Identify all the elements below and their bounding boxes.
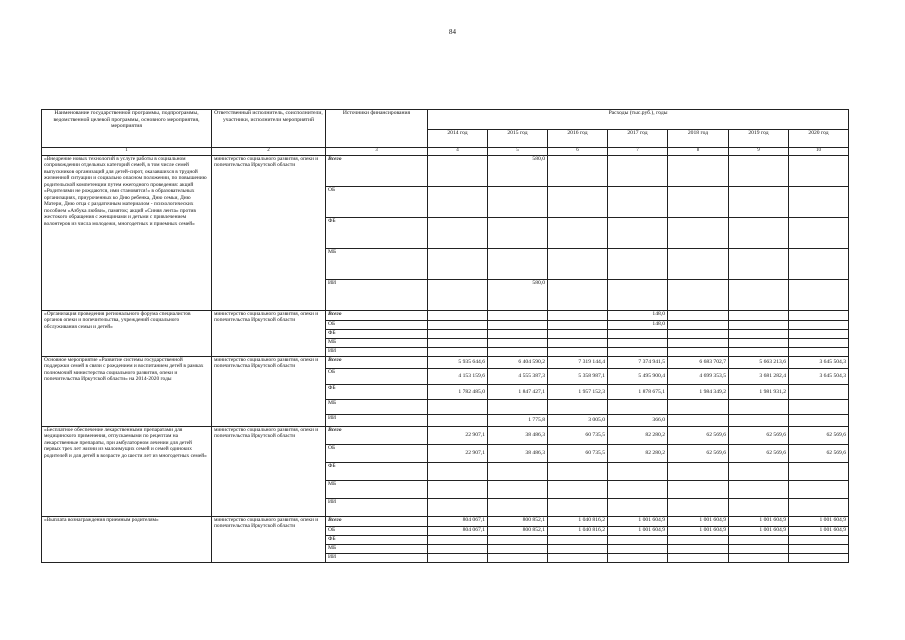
expense-value: 1 001 604,9 xyxy=(668,527,729,536)
expense-value: 1 775,8 xyxy=(488,415,548,427)
column-number: 3 xyxy=(326,148,428,156)
table-row xyxy=(42,311,849,321)
funding-source: ФБ xyxy=(326,463,428,481)
expense-value xyxy=(548,156,608,187)
funding-source: МБ xyxy=(326,339,428,348)
funding-source: МБ xyxy=(326,545,428,554)
expense-value: 6 404 590,2 xyxy=(488,357,548,369)
expense-value xyxy=(668,218,729,249)
expense-value xyxy=(729,249,789,280)
expense-value xyxy=(548,218,608,249)
expense-value xyxy=(608,339,668,348)
expense-value xyxy=(789,330,849,339)
expense-value: 4 153 159,6 xyxy=(428,369,488,385)
expense-value: 1 984 349,2 xyxy=(668,385,729,400)
header-year: 2014 год xyxy=(428,130,488,148)
expense-value xyxy=(548,481,608,499)
expense-value xyxy=(548,280,608,311)
expense-value xyxy=(428,554,488,563)
expense-value: 3 005,0 xyxy=(548,415,608,427)
expense-value: 1 001 604,9 xyxy=(608,527,668,536)
expense-value xyxy=(488,400,548,415)
expense-value xyxy=(668,554,729,563)
expense-value: 38 486,3 xyxy=(488,445,548,463)
column-number: 4 xyxy=(428,148,488,156)
funding-source: ФБ xyxy=(326,385,428,400)
expense-value xyxy=(488,463,548,481)
measure-name: «Бесплатное обеспечение лекарственными препаратами для медицинского применения, отпускаемыми по рецептам на лекарственные препараты, при амбулаторном лечении для детей первых трех лет жизни из малоимущих семей и семей одиноких родителей и для детей в возрасте до шести лет из многодетных семей» xyxy=(42,427,212,517)
expense-value xyxy=(789,280,849,311)
funding-source: МБ xyxy=(326,481,428,499)
funding-source: ФБ xyxy=(326,330,428,339)
header-year: 2015 год xyxy=(488,130,548,148)
header-year: 2019 год xyxy=(729,130,789,148)
expense-value xyxy=(729,348,789,357)
expense-value: 62 569,6 xyxy=(668,445,729,463)
column-number: 10 xyxy=(789,148,849,156)
responsible-executor: министерство социального развития, опеки и попечительства Иркутской области xyxy=(212,517,326,563)
funding-source: ОБ xyxy=(326,369,428,385)
expense-value xyxy=(548,536,608,545)
expense-value: 82 280,2 xyxy=(608,427,668,445)
expense-value xyxy=(488,554,548,563)
expense-value xyxy=(488,545,548,554)
funding-source: Всего xyxy=(326,156,428,187)
expense-value: 7 319 144,4 xyxy=(548,357,608,369)
expense-value xyxy=(608,218,668,249)
expense-value xyxy=(729,156,789,187)
expense-value xyxy=(789,187,849,218)
header-year: 2016 год xyxy=(548,130,608,148)
expense-value xyxy=(668,187,729,218)
expense-value: 3 681 282,4 xyxy=(729,369,789,385)
expense-value: 1 001 604,9 xyxy=(729,527,789,536)
table-row xyxy=(42,427,849,445)
expense-value xyxy=(608,463,668,481)
expense-value: 800 852,1 xyxy=(488,517,548,527)
expense-value xyxy=(488,536,548,545)
funding-source: ИИ xyxy=(326,280,428,311)
budget-table xyxy=(41,109,849,563)
expense-value xyxy=(428,536,488,545)
expense-value xyxy=(428,187,488,218)
expense-value xyxy=(608,156,668,187)
expense-value xyxy=(668,348,729,357)
funding-source: ИИ xyxy=(326,348,428,357)
funding-source: ИИ xyxy=(326,499,428,517)
expense-value xyxy=(548,339,608,348)
expense-value: 1 001 604,9 xyxy=(668,517,729,527)
expense-value: 148,0 xyxy=(608,311,668,321)
expense-value xyxy=(608,249,668,280)
expense-value: 4 555 387,3 xyxy=(488,369,548,385)
funding-source: Всего xyxy=(326,357,428,369)
expense-value: 22 907,1 xyxy=(428,445,488,463)
expense-value xyxy=(668,249,729,280)
expense-value xyxy=(428,415,488,427)
measure-name: Основное мероприятие «Развитие системы государственной поддержки семей в связи с рождением и воспитанием детей в рамках полномочий министерства социального развития, опеки и попечительства Иркутской области» на 2014-2020 годы xyxy=(42,357,212,427)
expense-value: 6 683 702,7 xyxy=(668,357,729,369)
funding-source: ОБ xyxy=(326,445,428,463)
expense-value xyxy=(789,415,849,427)
table-row xyxy=(42,156,849,187)
expense-value: 5 358 987,1 xyxy=(548,369,608,385)
responsible-executor: министерство социального развития, опеки и попечительства Иркутской области xyxy=(212,311,326,357)
expense-value xyxy=(789,385,849,400)
expense-value xyxy=(608,499,668,517)
expense-value xyxy=(608,348,668,357)
expense-value xyxy=(789,311,849,321)
funding-source: Всего xyxy=(326,427,428,445)
column-number: 7 xyxy=(608,148,668,156)
expense-value: 22 907,1 xyxy=(428,427,488,445)
expense-value xyxy=(668,400,729,415)
column-number: 8 xyxy=(668,148,729,156)
expense-value xyxy=(548,400,608,415)
column-number: 1 xyxy=(42,148,212,156)
expense-value xyxy=(428,280,488,311)
expense-value: 3 645 504,3 xyxy=(789,357,849,369)
funding-source: ФБ xyxy=(326,218,428,249)
header-program-name: Наименование государственной программы, подпрограммы, ведомственной целевой программы, основного мероприятия, мероприятия xyxy=(42,110,212,148)
expense-value xyxy=(428,218,488,249)
expense-value xyxy=(729,187,789,218)
expense-value: 148,0 xyxy=(608,321,668,330)
expense-value xyxy=(729,330,789,339)
measure-name: «Организация проведения регионального форума специалистов органов опеки и попечительства, учреждений социального обслуживания семьи и детей» xyxy=(42,311,212,357)
expense-value xyxy=(488,481,548,499)
page-number: 84 xyxy=(449,28,456,36)
expense-value xyxy=(729,554,789,563)
expense-value xyxy=(789,321,849,330)
expense-value: 1 878 675,1 xyxy=(608,385,668,400)
table-row xyxy=(42,517,849,527)
expense-value xyxy=(548,499,608,517)
header-sources: Источники финансирования xyxy=(326,110,428,148)
expense-value xyxy=(488,187,548,218)
expense-value xyxy=(608,536,668,545)
expense-value xyxy=(729,400,789,415)
expense-value xyxy=(668,156,729,187)
expense-value: 60 735,5 xyxy=(548,445,608,463)
expense-value xyxy=(729,481,789,499)
expense-value: 82 280,2 xyxy=(608,445,668,463)
expense-value xyxy=(428,249,488,280)
expense-value: 62 569,6 xyxy=(668,427,729,445)
expense-value xyxy=(789,481,849,499)
expense-value: 5 495 900,4 xyxy=(608,369,668,385)
expense-value xyxy=(548,321,608,330)
expense-value xyxy=(488,311,548,321)
expense-value xyxy=(548,311,608,321)
expense-value xyxy=(729,536,789,545)
expense-value: 804 067,1 xyxy=(428,527,488,536)
funding-source: Всего xyxy=(326,517,428,527)
responsible-executor: министерство социального развития, опеки и попечительства Иркутской области xyxy=(212,427,326,517)
column-number: 5 xyxy=(488,148,548,156)
expense-value xyxy=(428,481,488,499)
expense-value xyxy=(789,218,849,249)
expense-value xyxy=(668,415,729,427)
expense-value: 1 001 604,9 xyxy=(789,527,849,536)
expense-value xyxy=(789,339,849,348)
expense-value: 62 569,6 xyxy=(789,445,849,463)
expense-value: 5 935 644,6 xyxy=(428,357,488,369)
expense-value xyxy=(668,481,729,499)
expense-value: 5 663 213,6 xyxy=(729,357,789,369)
funding-source: ИИ xyxy=(326,554,428,563)
expense-value: 1 847 427,1 xyxy=(488,385,548,400)
header-year: 2020 год xyxy=(789,130,849,148)
expense-value xyxy=(428,348,488,357)
expense-value xyxy=(729,545,789,554)
expense-value xyxy=(608,280,668,311)
expense-value xyxy=(428,339,488,348)
expense-value xyxy=(789,348,849,357)
expense-value xyxy=(729,311,789,321)
funding-source: МБ xyxy=(326,400,428,415)
expense-value: 62 569,6 xyxy=(729,427,789,445)
expense-value xyxy=(548,545,608,554)
expense-value xyxy=(608,481,668,499)
header-expenses: Расходы (тыс.руб.), годы xyxy=(428,110,849,130)
expense-value xyxy=(608,330,668,339)
expense-value xyxy=(668,330,729,339)
column-number: 6 xyxy=(548,148,608,156)
expense-value xyxy=(488,218,548,249)
expense-value xyxy=(608,545,668,554)
expense-value xyxy=(789,463,849,481)
expense-value xyxy=(789,536,849,545)
expense-value xyxy=(729,280,789,311)
expense-value: 60 735,5 xyxy=(548,427,608,445)
expense-value xyxy=(428,330,488,339)
expense-value xyxy=(548,348,608,357)
expense-value: 1 782 485,0 xyxy=(428,385,488,400)
expense-value xyxy=(668,339,729,348)
expense-value xyxy=(428,400,488,415)
expense-value xyxy=(668,499,729,517)
expense-value: 580,0 xyxy=(488,280,548,311)
expense-value: 1 040 816,2 xyxy=(548,517,608,527)
expense-value xyxy=(608,187,668,218)
expense-value: 1 001 604,9 xyxy=(608,517,668,527)
expense-value xyxy=(488,330,548,339)
funding-source: ОБ xyxy=(326,187,428,218)
expense-value xyxy=(789,156,849,187)
expense-value xyxy=(488,348,548,357)
header-year: 2018 год xyxy=(668,130,729,148)
expense-value xyxy=(428,463,488,481)
expense-value: 62 569,6 xyxy=(789,427,849,445)
expense-value xyxy=(488,339,548,348)
expense-value xyxy=(789,400,849,415)
expense-value xyxy=(729,321,789,330)
expense-value xyxy=(488,499,548,517)
expense-value xyxy=(729,415,789,427)
funding-source: ОБ xyxy=(326,321,428,330)
expense-value xyxy=(729,499,789,517)
table-row xyxy=(42,357,849,369)
expense-value xyxy=(668,280,729,311)
expense-value: 4 699 353,5 xyxy=(668,369,729,385)
responsible-executor: министерство социального развития, опеки и попечительства Иркутской области xyxy=(212,357,326,427)
expense-value xyxy=(608,554,668,563)
expense-value: 580,0 xyxy=(488,156,548,187)
header-responsible: Ответственный исполнитель, соисполнители, участники, исполнители мероприятий xyxy=(212,110,326,148)
responsible-executor: министерство социального развития, опеки и попечительства Иркутской области xyxy=(212,156,326,311)
expense-value xyxy=(789,554,849,563)
measure-name: «Выплата вознаграждения приемным родителям» xyxy=(42,517,212,563)
expense-value xyxy=(488,249,548,280)
funding-source: МБ xyxy=(326,249,428,280)
expense-value xyxy=(548,463,608,481)
expense-value xyxy=(428,321,488,330)
column-number: 9 xyxy=(729,148,789,156)
expense-value xyxy=(548,330,608,339)
expense-value xyxy=(548,187,608,218)
expense-value xyxy=(729,339,789,348)
expense-value: 3 645 504,3 xyxy=(789,369,849,385)
expense-value xyxy=(668,311,729,321)
expense-value xyxy=(789,545,849,554)
expense-value xyxy=(668,545,729,554)
expense-value: 38 486,3 xyxy=(488,427,548,445)
expense-value: 804 067,1 xyxy=(428,517,488,527)
expense-value: 1 001 604,9 xyxy=(789,517,849,527)
expense-value: 62 569,6 xyxy=(729,445,789,463)
funding-source: ОБ xyxy=(326,527,428,536)
expense-value xyxy=(729,463,789,481)
expense-value xyxy=(488,321,548,330)
expense-value xyxy=(608,400,668,415)
column-number: 2 xyxy=(212,148,326,156)
expense-value: 800 852,1 xyxy=(488,527,548,536)
funding-source: Всего xyxy=(326,311,428,321)
expense-value: 1 981 931,2 xyxy=(729,385,789,400)
expense-value: 366,0 xyxy=(608,415,668,427)
expense-value xyxy=(548,249,608,280)
expense-value xyxy=(428,499,488,517)
expense-value: 1 957 152,3 xyxy=(548,385,608,400)
funding-source: ФБ xyxy=(326,536,428,545)
expense-value xyxy=(428,156,488,187)
expense-value xyxy=(668,463,729,481)
expense-value xyxy=(729,218,789,249)
expense-value xyxy=(428,545,488,554)
expense-value: 7 374 941,5 xyxy=(608,357,668,369)
expense-value xyxy=(548,554,608,563)
header-year: 2017 год xyxy=(608,130,668,148)
expense-value xyxy=(789,249,849,280)
expense-value xyxy=(668,321,729,330)
expense-value xyxy=(428,311,488,321)
expense-value: 1 040 816,2 xyxy=(548,527,608,536)
measure-name: «Внедрение новых технологий в услуге работы в социальном сопровождении отдельных категорий семей, в том числе семей выпускников организаций для детей-сирот, оказавшихся в трудной жизненной ситуации и социально опасном положении, по повышению родительской компетенции путем ежегодного проведения: акций «Родителями не рождаются, ими становятся!» в образовательных организациях, приуроченных ко Дню ребенка, Дню семьи, Дню Матери, Дню отца с раздаточным материалом - психологических пособием «Азбука любви», памяток; акций «Синяя лента» против жестокого обращения с женщинами и детьми с привлечением волонтеров из числа молодежи, многодетных и приемных семей» xyxy=(42,156,212,311)
expense-value xyxy=(789,499,849,517)
funding-source: ИИ xyxy=(326,415,428,427)
expense-value xyxy=(668,536,729,545)
expense-value: 1 001 604,9 xyxy=(729,517,789,527)
